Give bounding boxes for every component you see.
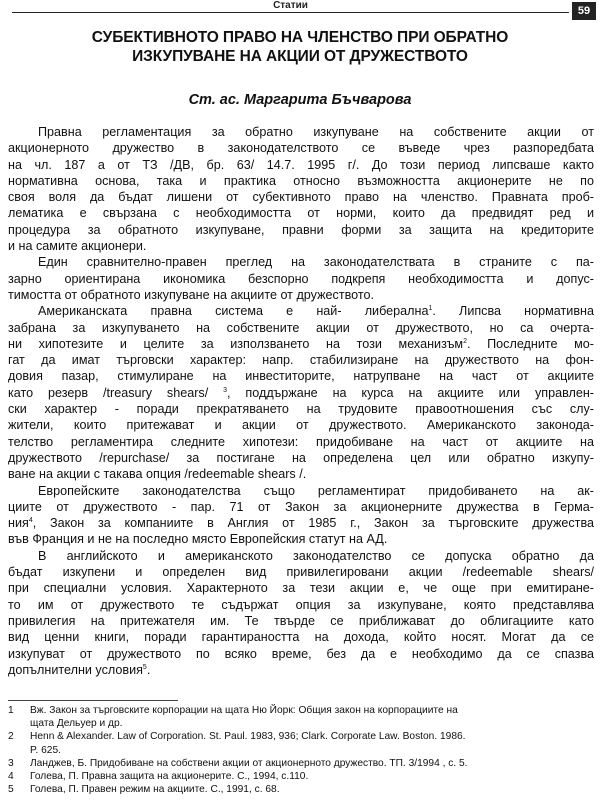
footnote-text bbox=[30, 757, 594, 770]
text-line-content: . Последните мо- bbox=[467, 336, 594, 351]
text-line-content: като резерв /treasury shears/ bbox=[8, 385, 224, 400]
footnote-line: Ланджев, Б. Придобиване на собствени акции от акционерното дружество. ТП. 3/1994 , с. 5. bbox=[30, 757, 468, 769]
footnote-line: Голева, П. Правен режим на акциите. С., 1991, с. 68. bbox=[30, 784, 280, 796]
text-line-content: вид ценни книги, поради гарантираността на дохода, който носят. Могат да се bbox=[8, 630, 594, 645]
running-head-text: Статии bbox=[273, 0, 308, 11]
text-line-content: . bbox=[146, 662, 151, 677]
text-line bbox=[8, 646, 594, 662]
text-line bbox=[8, 205, 594, 221]
text-line bbox=[8, 417, 594, 433]
text-line-content: във Франция и не на последно място Европейския статут на АД. bbox=[8, 532, 388, 547]
text-line-content: зарно ориентирана икономика безспорно подкрепя необходимостта и допус- bbox=[8, 271, 594, 286]
text-line-content: акционерното дружество в законодателството се въведе чрез разпоредбата bbox=[8, 141, 594, 156]
footnote-number: 1 bbox=[8, 705, 14, 716]
text-line bbox=[8, 157, 594, 173]
footnote-divider bbox=[8, 700, 178, 701]
text-line bbox=[8, 515, 594, 531]
text-line bbox=[8, 580, 594, 596]
text-line bbox=[8, 222, 594, 238]
text-line bbox=[8, 320, 594, 336]
text-line-content: ване на акции с такава опция /redeemable shears /. bbox=[8, 467, 307, 482]
footnote-line: Henn & Alexander. Law of Corporation. St. Paul. 1983, 936; Clark. Corporate Law. Boston. 1986. bbox=[30, 731, 466, 743]
text-line-content: жители, които притежават и акции от дружеството. Американското законода- bbox=[8, 418, 594, 433]
text-line-content: на чл. 187 а от ТЗ /ДВ, бр. 63/ 14.7. 1995 г/. До този период липсваше както bbox=[8, 157, 594, 172]
text-line-content: тимостта от обратното изкупуване на акциите от дружеството. bbox=[8, 287, 374, 302]
footnote-ref: 4 bbox=[28, 516, 33, 524]
text-line-content: Един сравнително-правен преглед на законодателствата в страните с па- bbox=[38, 255, 594, 270]
text-line-content: Правна регламентация за обратно изкупуване на собствените акции от bbox=[38, 125, 594, 139]
footnote-line: Голева, П. Правна защита на акционерите. С., 1994, с.110. bbox=[30, 771, 309, 783]
footnote bbox=[8, 783, 594, 796]
text-line bbox=[8, 368, 594, 384]
footnote-text bbox=[30, 704, 594, 730]
text-line-content: то им от дружеството те съдържат опция за изкупуване, която представлява bbox=[8, 597, 594, 612]
page-number: 59 bbox=[572, 2, 596, 20]
text-line-content: . Липсва нормативна bbox=[432, 304, 594, 319]
text-line-content: изкупуват от дружеството по всяко време, без да е необходимо да се спазва bbox=[8, 646, 594, 661]
footnote-ref: 5 bbox=[142, 663, 147, 671]
footnote bbox=[8, 704, 594, 730]
text-line-content: Американската правна система е най- либерална bbox=[38, 304, 429, 319]
footnote bbox=[8, 770, 594, 783]
footnote-ref: 2 bbox=[463, 337, 468, 345]
text-line bbox=[8, 531, 594, 547]
text-line-content: нормативна основа, така и практика относно възможността акционерите не по bbox=[8, 173, 594, 188]
text-line-content: процедура за обратното изкупуване, правни форми за защита на кредиторите bbox=[8, 222, 594, 237]
footnote bbox=[8, 730, 594, 756]
text-line bbox=[8, 385, 594, 401]
text-line-content: забрана за изкупуването на собствените акции от дружеството, но са очертa- bbox=[8, 320, 594, 335]
text-line-content: своя воля да бъдат лишени от субективното право на членство. Правната проб- bbox=[8, 190, 594, 205]
article-body bbox=[8, 124, 594, 678]
text-line bbox=[8, 352, 594, 368]
text-line bbox=[8, 597, 594, 613]
text-line bbox=[8, 173, 594, 189]
text-line-content: при специални условия. Характерното за тези акции е, че още при емитиране- bbox=[8, 581, 594, 596]
text-line-content: Европейските законодателства също регламентират придобиването на ак- bbox=[38, 483, 594, 498]
footnote-line: Вж. Закон за търговските корпорации на щата Ню Йорк: Общия закон на корпорациите на bbox=[30, 705, 458, 716]
text-line bbox=[8, 336, 594, 352]
text-line bbox=[8, 450, 594, 466]
footnote-number: 5 bbox=[8, 784, 14, 796]
text-line bbox=[8, 303, 594, 319]
text-line bbox=[8, 466, 594, 482]
text-line-content: и на самите акционери. bbox=[8, 239, 147, 254]
text-line-content: В английското и американското законодателство се допуска обратно да bbox=[38, 548, 594, 563]
text-line-content: телство регламентира следните хипотези: придобиване на част от акциите на bbox=[8, 434, 594, 449]
text-line bbox=[8, 564, 594, 580]
text-line-content: , Закон за компаниите в Англия от 1985 г., Закон за търговските дружества bbox=[32, 516, 594, 531]
text-line-content: ски характер - поради прекратяването на трудовите правоотношения със слу- bbox=[8, 402, 594, 417]
text-line bbox=[8, 434, 594, 450]
text-line bbox=[8, 548, 594, 564]
text-line bbox=[8, 483, 594, 499]
text-line bbox=[8, 140, 594, 156]
text-line-content: ни хипотезите и целите за използването на този механизъм bbox=[8, 336, 464, 351]
text-line bbox=[8, 662, 594, 678]
text-line bbox=[8, 499, 594, 515]
text-line-content: бъдат изкупени и определен вид привилегировани акции /redeemable shears/ bbox=[8, 565, 594, 580]
text-line-content: гат да имат търговски характер: напр. стабилизиране на дружеството на фон- bbox=[8, 353, 594, 368]
footnote-line: P. 625. bbox=[30, 744, 61, 756]
footnote-ref: 1 bbox=[428, 305, 433, 313]
author-byline: Ст. ас. Маргарита Бъчварова bbox=[188, 92, 412, 108]
text-line-content: допълнителни условия bbox=[8, 662, 143, 677]
text-line-content: лематика е свързана с необходимостта от норми, които да предвидят ред и bbox=[8, 206, 594, 221]
footnote-text bbox=[30, 783, 594, 796]
text-line bbox=[8, 124, 594, 140]
text-line bbox=[8, 189, 594, 205]
running-head bbox=[12, 0, 569, 13]
text-line bbox=[8, 238, 594, 254]
text-line bbox=[8, 287, 594, 303]
article-title bbox=[20, 28, 580, 66]
text-line-content: привилегия на притежателя им. Те твърде се приближават до облигациите като bbox=[8, 613, 594, 628]
text-line-content: дружеството /repurchase/ за постигане на определена цел или обратно изкупу- bbox=[8, 450, 594, 465]
footnote-ref: 3 bbox=[223, 386, 228, 394]
text-line-content: ния bbox=[8, 516, 29, 531]
footnote bbox=[8, 757, 594, 770]
text-line-content: , поддържане на курса на акциите или управлен- bbox=[227, 385, 594, 400]
article-title-line: ИЗКУПУВАНЕ НА АКЦИИ ОТ ДРУЖЕСТВОТО bbox=[132, 48, 468, 65]
text-line bbox=[8, 254, 594, 270]
footnote-number: 3 bbox=[8, 757, 14, 769]
footnote-text bbox=[30, 730, 594, 756]
article-title-line: СУБЕКТИВНОТО ПРАВО НА ЧЛЕНСТВО ПРИ ОБРАТНО bbox=[91, 29, 509, 46]
text-line bbox=[8, 271, 594, 287]
footnote-line: щата Дельуер и др. bbox=[30, 718, 123, 730]
footnote-number: 2 bbox=[8, 731, 14, 743]
text-line bbox=[8, 629, 594, 645]
footnote-number: 4 bbox=[8, 771, 14, 783]
text-line bbox=[8, 401, 594, 417]
text-line-content: довия пазар, стимулиране на инвеститорите, натрупване на част от акциите bbox=[8, 369, 594, 384]
footnotes bbox=[8, 704, 594, 796]
text-line bbox=[8, 613, 594, 629]
footnote-text bbox=[30, 770, 594, 783]
text-line-content: циите от дружеството - пар. 71 от Закон за акционерните дружества в Герма- bbox=[8, 499, 594, 514]
